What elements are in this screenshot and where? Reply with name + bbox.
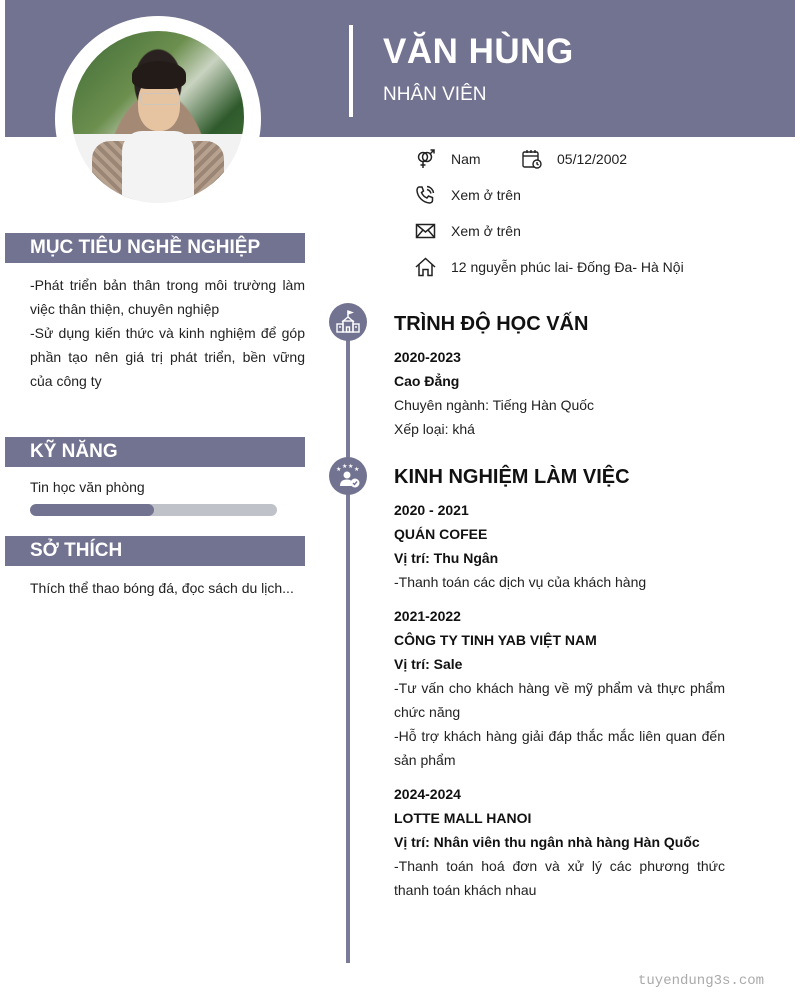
job-company: CÔNG TY TINH YAB VIỆT NAM bbox=[394, 632, 597, 648]
address-value: 12 nguyễn phúc lai- Đống Đa- Hà Nội bbox=[451, 259, 684, 275]
experience-item bbox=[394, 498, 725, 594]
job-company: LOTTE MALL HANOI bbox=[394, 810, 532, 826]
avatar bbox=[72, 31, 244, 203]
phone-row bbox=[415, 185, 521, 205]
home-icon bbox=[415, 257, 437, 277]
calendar-icon bbox=[521, 149, 543, 169]
job-duty: -Thanh toán hoá đơn và xử lý các phương thức thanh toán khách nhau bbox=[394, 858, 725, 898]
phone-value: Xem ở trên bbox=[451, 187, 521, 203]
hobbies-heading: SỞ THÍCH bbox=[5, 536, 305, 566]
education-period: 2020-2023 bbox=[394, 349, 461, 365]
job-duty: -Thanh toán các dịch vụ của khách hàng bbox=[394, 574, 647, 590]
watermark: tuyendung3s.com bbox=[638, 973, 765, 989]
experience-icon bbox=[329, 457, 367, 495]
education-degree: Cao Đẳng bbox=[394, 373, 460, 389]
skill-bar-fill bbox=[30, 504, 154, 516]
education-major: Chuyên ngành: Tiếng Hàn Quốc bbox=[394, 397, 595, 413]
skill-bar bbox=[30, 504, 277, 516]
objective-line: -Phát triển bản thân trong môi trường làm việc thân thiện, chuyên nghiệp bbox=[30, 277, 305, 317]
job-period: 2024-2024 bbox=[394, 786, 461, 802]
birthdate-row bbox=[521, 149, 627, 169]
gender-row bbox=[415, 149, 481, 169]
experience-item bbox=[394, 782, 725, 902]
job-period: 2020 - 2021 bbox=[394, 502, 469, 518]
svg-text:★: ★ bbox=[336, 467, 342, 473]
birthdate-value: 05/12/2002 bbox=[557, 151, 628, 167]
education-grade: Xếp loại: khá bbox=[394, 421, 475, 437]
email-value: Xem ở trên bbox=[451, 223, 521, 239]
svg-text:★: ★ bbox=[354, 467, 360, 473]
job-duty: -Tư vấn cho khách hàng về mỹ phẩm và thực phẩm chức năng bbox=[394, 680, 725, 720]
objective-text bbox=[30, 273, 305, 393]
email-row bbox=[415, 221, 521, 241]
job-position: Vị trí: Nhân viên thu ngân nhà hàng Hàn Quốc bbox=[394, 834, 700, 850]
title-divider bbox=[349, 25, 353, 117]
svg-text:★: ★ bbox=[348, 464, 354, 470]
education-heading: TRÌNH ĐỘ HỌC VẤN bbox=[394, 313, 589, 335]
job-period: 2021-2022 bbox=[394, 608, 461, 624]
timeline-line bbox=[346, 320, 350, 963]
address-row bbox=[415, 257, 684, 277]
job-duty: -Hỗ trợ khách hàng giải đáp thắc mắc liên quan đến sản phẩm bbox=[394, 728, 725, 768]
gender-value: Nam bbox=[451, 151, 481, 167]
job-position: Vị trí: Thu Ngân bbox=[394, 550, 499, 566]
experience-heading: KINH NGHIỆM LÀM VIỆC bbox=[394, 466, 630, 488]
candidate-role: NHÂN VIÊN bbox=[383, 84, 487, 105]
job-position: Vị trí: Sale bbox=[394, 656, 463, 672]
objective-line: -Sử dụng kiến thức và kinh nghiệm để góp phần tạo nên giá trị phát triển, bền vững của công ty bbox=[30, 325, 305, 389]
hobbies-text: Thích thể thao bóng đá, đọc sách du lịch... bbox=[30, 580, 294, 596]
skill-label: Tin học văn phòng bbox=[30, 479, 145, 495]
school-icon bbox=[329, 303, 367, 341]
gender-icon bbox=[415, 149, 437, 169]
mail-icon bbox=[415, 221, 437, 241]
experience-item bbox=[394, 604, 725, 772]
candidate-name: VĂN HÙNG bbox=[383, 32, 574, 71]
skills-heading: KỸ NĂNG bbox=[5, 437, 305, 467]
education-block bbox=[394, 345, 725, 441]
objective-heading: MỤC TIÊU NGHỀ NGHIỆP bbox=[5, 233, 305, 263]
phone-icon bbox=[415, 185, 437, 205]
svg-text:★: ★ bbox=[342, 464, 348, 470]
job-company: QUÁN COFEE bbox=[394, 526, 488, 542]
